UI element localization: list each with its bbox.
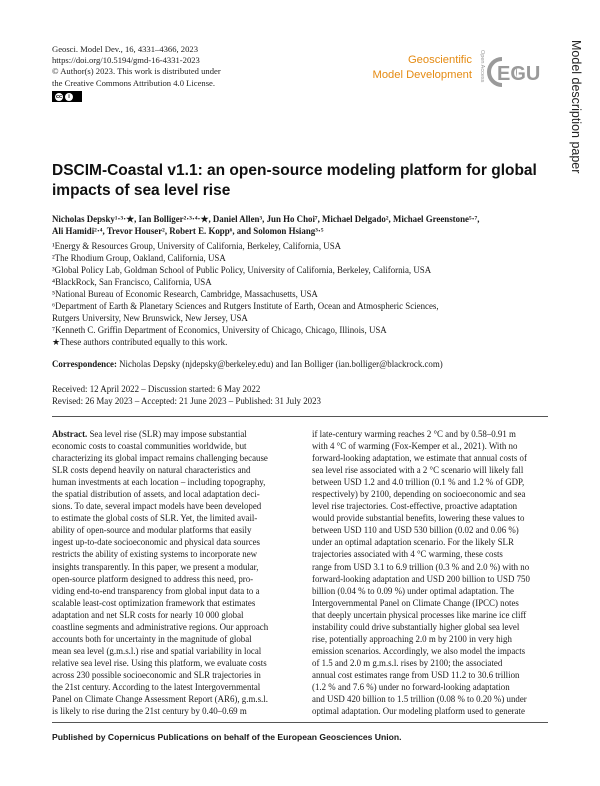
divider bbox=[52, 416, 548, 417]
abstract-line: billion (0.04 % to 0.09 %) under optimal adaptation. The bbox=[312, 585, 514, 596]
affiliation: ⁵National Bureau of Economic Research, Cambridge, Massachusetts, USA bbox=[52, 289, 318, 299]
correspondence-text: Nicholas Depsky (njdepsky@berkeley.edu) and Ian Bolliger (ian.bolliger@blackrock.com) bbox=[116, 359, 443, 369]
copyright-line: the Creative Commons Attribution 4.0 License. bbox=[52, 77, 216, 88]
abstract-line: under an optimal adaptation scenario. For the likely SLR bbox=[312, 537, 514, 548]
abstract-line: human investments at each location – including topography, bbox=[52, 477, 266, 488]
publication-dates bbox=[52, 383, 321, 407]
abstract-line: that deeply uncertain physical processes like marine ice cliff bbox=[312, 609, 527, 620]
abstract-line: accounts both for uncertainty in the magnitude of global bbox=[52, 633, 252, 644]
abstract-line: level rise trajectories. Cost-effective, proactive adaptation bbox=[312, 501, 518, 512]
abstract-line: and USD 420 billion to 1.5 trillion (0.08 % to 0.20 %) under bbox=[312, 694, 527, 705]
abstract-line: Abstract. Sea level rise (SLR) may impose substantial bbox=[52, 429, 247, 439]
abstract-line: SLR costs depend heavily on natural characteristics and bbox=[52, 465, 251, 476]
affiliation: ⁶Department of Earth & Planetary Sciences and Rutgers Institute of Earth, Ocean and Atmospheric Sciences, bbox=[52, 301, 439, 311]
abstract-line: ability of open-source and modular platforms that easily bbox=[52, 525, 252, 536]
egu-logo-icon bbox=[488, 52, 541, 92]
abstract-line: sea level rise associated with a 2 °C scenario will likely fall bbox=[312, 465, 524, 476]
abstract-left-column bbox=[52, 428, 288, 717]
abstract-line: between USD 1.2 and 4.0 trillion (0.1 % and 1.2 % of GDP, bbox=[312, 477, 525, 488]
paper-type-tab: Model description paper bbox=[569, 40, 583, 174]
abstract-line: relative sea level rise. Using this platform, we evaluate costs bbox=[52, 657, 267, 668]
abstract-line: optimal adaptation. Our modeling platform used to generate bbox=[312, 706, 525, 717]
abstract-line: scalable least-cost optimization framework that estimates bbox=[52, 597, 256, 608]
abstract-line: insights transparently. In this paper, we present a modular, bbox=[52, 561, 259, 572]
journal-meta bbox=[52, 44, 221, 89]
abstract-line: rise, potentially approaching 2.0 m by 2100 in very high bbox=[312, 633, 512, 644]
affiliation: ⁷Kenneth C. Griffin Department of Economics, University of Chicago, Chicago, Illinois, USA bbox=[52, 325, 387, 335]
doi-link[interactable]: https://doi.org/10.5194/gmd-16-4331-2023 bbox=[52, 55, 200, 66]
abstract-line: instability could drive substantially higher global sea level bbox=[312, 621, 520, 632]
abstract-line: range from USD 3.1 to 6.9 trillion (0.3 % and 2.0 %) with no bbox=[312, 561, 530, 572]
author-line: Ali Hamidi²·⁴, Trevor Houser², Robert E. Kopp⁶, and Solomon Hsiang³·⁵ bbox=[52, 226, 324, 236]
abstract-line: restricts the ability of existing systems to incorporate new bbox=[52, 549, 258, 560]
abstract-line: across 230 possible socioeconomic and SLR trajectories in bbox=[52, 669, 261, 680]
abstract-line: to estimate the global costs of SLR. Yet, the limited avail- bbox=[52, 513, 258, 524]
affiliation: ²The Rhodium Group, Oakland, California, USA bbox=[52, 253, 226, 263]
paper-title: DSCIM-Coastal v1.1: an open-source modeling platform for global impacts of sea level rise bbox=[52, 162, 537, 199]
abstract-line: respectively) by 2100, depending on socioeconomic and sea bbox=[312, 489, 526, 500]
author-line: Nicholas Depsky¹·³·★, Ian Bolliger²·³·⁴·★, Daniel Allen³, Jun Ho Choi⁷, Michael Delgado², Michael Greenstone⁵·⁷, bbox=[52, 214, 480, 224]
abstract-line: the spatial distribution of assets, and local adaptation deci- bbox=[52, 489, 260, 500]
abstract-line: Intergovernmental Panel on Climate Change (IPCC) notes bbox=[312, 597, 519, 608]
correspondence-label: Correspondence: bbox=[52, 359, 117, 369]
publisher-footer: Published by Copernicus Publications on behalf of the European Geosciences Union. bbox=[52, 732, 402, 742]
brand-line-2: Model Development bbox=[372, 69, 472, 81]
svg-text:EGU: EGU bbox=[497, 63, 541, 85]
affiliation-list bbox=[52, 240, 522, 348]
abstract-line: would provide substantial benefits, lowering these values to bbox=[312, 513, 525, 524]
abstract-line: adaptation and net SLR costs for nearly 10 000 global bbox=[52, 609, 244, 620]
dates-line: Received: 12 April 2022 – Discussion started: 6 May 2022 bbox=[52, 384, 261, 394]
correspondence bbox=[52, 359, 443, 369]
author-list bbox=[52, 213, 552, 237]
abstract-line: open-source platform designed to address this need, pro- bbox=[52, 573, 254, 584]
abstract-line: if late-century warming reaches 2 °C and by 0.58–0.91 m bbox=[312, 429, 516, 439]
abstract-line: (1.2 % and 7.6 %) under no forward-looking adaptation bbox=[312, 681, 510, 692]
citation: Geosci. Model Dev., 16, 4331–4366, 2023 bbox=[52, 44, 198, 54]
abstract-line: characterizing its global impact remains challenging because bbox=[52, 453, 268, 464]
abstract-line: trajectories associated with 4 °C warming, these costs bbox=[312, 549, 503, 560]
affiliation: ³Global Policy Lab, Goldman School of Public Policy, University of California, Berkeley, California, USA bbox=[52, 265, 432, 275]
abstract-right-column bbox=[312, 428, 548, 717]
abstract-line: of 1.5 and 2.0 m g.m.s.l. rises by 2100; the associated bbox=[312, 657, 503, 668]
abstract-line: economic costs to coastal communities worldwide, but bbox=[52, 441, 247, 452]
abstract-line: Panel on Climate Change Assessment Report (AR6), g.m.s.l. bbox=[52, 694, 268, 705]
abstract-line: sions. To date, several impact models have been developed bbox=[52, 501, 262, 512]
abstract-line: between USD 110 and USD 530 billion (0.02 and 0.06 %) bbox=[312, 525, 519, 536]
abstract-line: ingest up-to-date socioeconomic and physical data sources bbox=[52, 537, 261, 548]
abstract-line: mean sea level (g.m.s.l.) rise and spatial variability in local bbox=[52, 645, 262, 656]
affiliation: Rutgers University, New Brunswick, New Jersey, USA bbox=[52, 313, 248, 323]
abstract-line: forward-looking adaptation, we estimate that annual costs of bbox=[312, 453, 527, 464]
copyright-line: © Author(s) 2023. This work is distributed under bbox=[52, 66, 221, 77]
abstract-line: viding end-to-end transparency from global input data to a bbox=[52, 585, 260, 596]
divider bbox=[52, 722, 548, 723]
equal-contribution-note: ★These authors contributed equally to this work. bbox=[52, 337, 228, 347]
affiliation: ¹Energy & Resources Group, University of California, Berkeley, California, USA bbox=[52, 241, 342, 251]
dates-line: Revised: 26 May 2023 – Accepted: 21 June 2023 – Published: 31 July 2023 bbox=[52, 396, 321, 406]
brand-line-1: Geoscientific bbox=[407, 54, 472, 66]
abstract-line: forward-looking adaptation and USD 200 billion to USD 750 bbox=[312, 573, 530, 584]
abstract-line: the 21st century. According to the latest Intergovernmental bbox=[52, 681, 261, 692]
cc-by-badge-icon[interactable]: cc i bbox=[52, 91, 82, 102]
abstract-line: with 4 °C of warming (Fox-Kemper et al., 2021). With no bbox=[312, 441, 518, 452]
abstract-line: coastline segments and administrative regions. Our approach bbox=[52, 621, 269, 632]
open-access-label: Open Access bbox=[479, 50, 485, 83]
abstract-line: is likely to rise during the 21st century by 0.40–0.69 m bbox=[52, 706, 247, 717]
journal-brand bbox=[372, 48, 541, 96]
affiliation: ⁴BlackRock, San Francisco, California, USA bbox=[52, 277, 212, 287]
abstract-label: Abstract. bbox=[52, 429, 88, 439]
abstract-line: emission scenarios. Accordingly, we also model the impacts bbox=[312, 645, 526, 656]
abstract-line: annual cost estimates range from USD 11.2 to 30.6 trillion bbox=[312, 669, 520, 680]
